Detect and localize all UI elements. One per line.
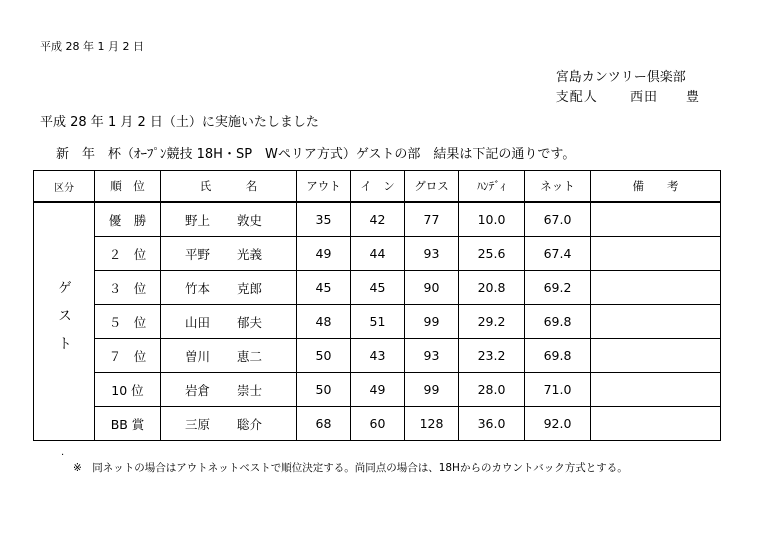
footnote-dot: . [61, 447, 65, 458]
family-name: 平野 [185, 246, 211, 262]
out-cell: 68 [297, 407, 351, 441]
handicap-cell: 25.6 [459, 237, 525, 271]
out-cell: 35 [297, 202, 351, 237]
in-cell: 49 [351, 373, 405, 407]
column-header: ネット [525, 171, 591, 203]
family-name: 岩倉 [185, 382, 211, 398]
gross-cell: 93 [405, 237, 459, 271]
out-cell: 48 [297, 305, 351, 339]
net-cell: 71.0 [525, 373, 591, 407]
header-row [34, 171, 721, 203]
note-cell [591, 305, 721, 339]
column-header: ﾊﾝﾃﾞｨ [459, 171, 525, 203]
given-name: 光義 [237, 246, 263, 262]
footnote: ※ 同ネットの場合はアウトネットベストで順位決定する。尚同点の場合は、18Hからのカウントバック方式とする。 [73, 462, 628, 474]
given-name: 聡介 [237, 416, 263, 432]
handicap-cell: 29.2 [459, 305, 525, 339]
rank-cell: ５ 位 [95, 305, 161, 339]
table-row [34, 339, 721, 373]
table-row [34, 407, 721, 441]
name-cell [161, 373, 297, 407]
net-cell: 67.0 [525, 202, 591, 237]
net-cell: 69.8 [525, 305, 591, 339]
rank-cell: BB 賞 [95, 407, 161, 441]
family-name: 野上 [185, 212, 211, 228]
rank-cell: 優 勝 [95, 202, 161, 237]
rank-cell: 10 位 [95, 373, 161, 407]
column-header: 備 考 [591, 171, 721, 203]
column-header: 区分 [34, 171, 95, 203]
table-row [34, 271, 721, 305]
organizer-name: 宮島カンツリー倶楽部 [555, 70, 686, 85]
out-cell: 50 [297, 373, 351, 407]
gross-cell: 93 [405, 339, 459, 373]
intro-text: 平成 28 年 1 月 2 日（土）に実施いたしました [40, 115, 319, 130]
in-cell: 45 [351, 271, 405, 305]
signatory-title: 支配人 [555, 90, 598, 105]
in-cell: 44 [351, 237, 405, 271]
signatory [556, 88, 700, 108]
net-cell: 69.2 [525, 271, 591, 305]
given-name: 崇士 [237, 382, 263, 398]
name-cell [161, 305, 297, 339]
handicap-cell: 23.2 [459, 339, 525, 373]
organizer-block [556, 68, 700, 108]
rank-cell: ３ 位 [95, 271, 161, 305]
out-cell: 50 [297, 339, 351, 373]
table-row [34, 237, 721, 271]
rank-cell: ２ 位 [95, 237, 161, 271]
given-name: 敦史 [237, 212, 263, 228]
category-cell: ゲスト [34, 202, 95, 441]
family-name: 曽川 [185, 348, 211, 364]
column-header: 氏 名 [161, 171, 297, 203]
note-cell [591, 407, 721, 441]
gross-cell: 90 [405, 271, 459, 305]
gross-cell: 77 [405, 202, 459, 237]
table-row [34, 373, 721, 407]
gross-cell: 99 [405, 373, 459, 407]
in-cell: 42 [351, 202, 405, 237]
document-date: 平成 28 年 1 月 2 日 [40, 40, 144, 53]
name-cell [161, 339, 297, 373]
net-cell: 69.8 [525, 339, 591, 373]
family-name: 竹本 [185, 280, 211, 296]
family-name: 三原 [185, 416, 211, 432]
given-name: 克郎 [237, 280, 263, 296]
note-cell [591, 271, 721, 305]
column-header: 順 位 [95, 171, 161, 203]
out-cell: 49 [297, 237, 351, 271]
net-cell: 67.4 [525, 237, 591, 271]
in-cell: 51 [351, 305, 405, 339]
rank-cell: ７ 位 [95, 339, 161, 373]
note-cell [591, 237, 721, 271]
gross-cell: 99 [405, 305, 459, 339]
family-name: 山田 [185, 314, 211, 330]
handicap-cell: 28.0 [459, 373, 525, 407]
column-header: イ ン [351, 171, 405, 203]
handicap-cell: 36.0 [459, 407, 525, 441]
signatory-name: 西田 豊 [629, 90, 700, 105]
note-cell [591, 202, 721, 237]
out-cell: 45 [297, 271, 351, 305]
given-name: 郁夫 [237, 314, 263, 330]
given-name: 恵二 [237, 348, 263, 364]
in-cell: 43 [351, 339, 405, 373]
name-cell [161, 237, 297, 271]
handicap-cell: 20.8 [459, 271, 525, 305]
note-cell [591, 373, 721, 407]
in-cell: 60 [351, 407, 405, 441]
column-header: アウト [297, 171, 351, 203]
net-cell: 92.0 [525, 407, 591, 441]
note-cell [591, 339, 721, 373]
name-cell [161, 271, 297, 305]
result-title: 新 年 杯（ｵｰﾌﾟﾝ競技 18H・SP Wペリア方式）ゲストの部 結果は下記の通りです。 [56, 147, 576, 162]
gross-cell: 128 [405, 407, 459, 441]
name-cell [161, 407, 297, 441]
results-table [33, 170, 721, 441]
table-row [34, 305, 721, 339]
table-row [34, 202, 721, 237]
column-header: グロス [405, 171, 459, 203]
handicap-cell: 10.0 [459, 202, 525, 237]
name-cell [161, 202, 297, 237]
